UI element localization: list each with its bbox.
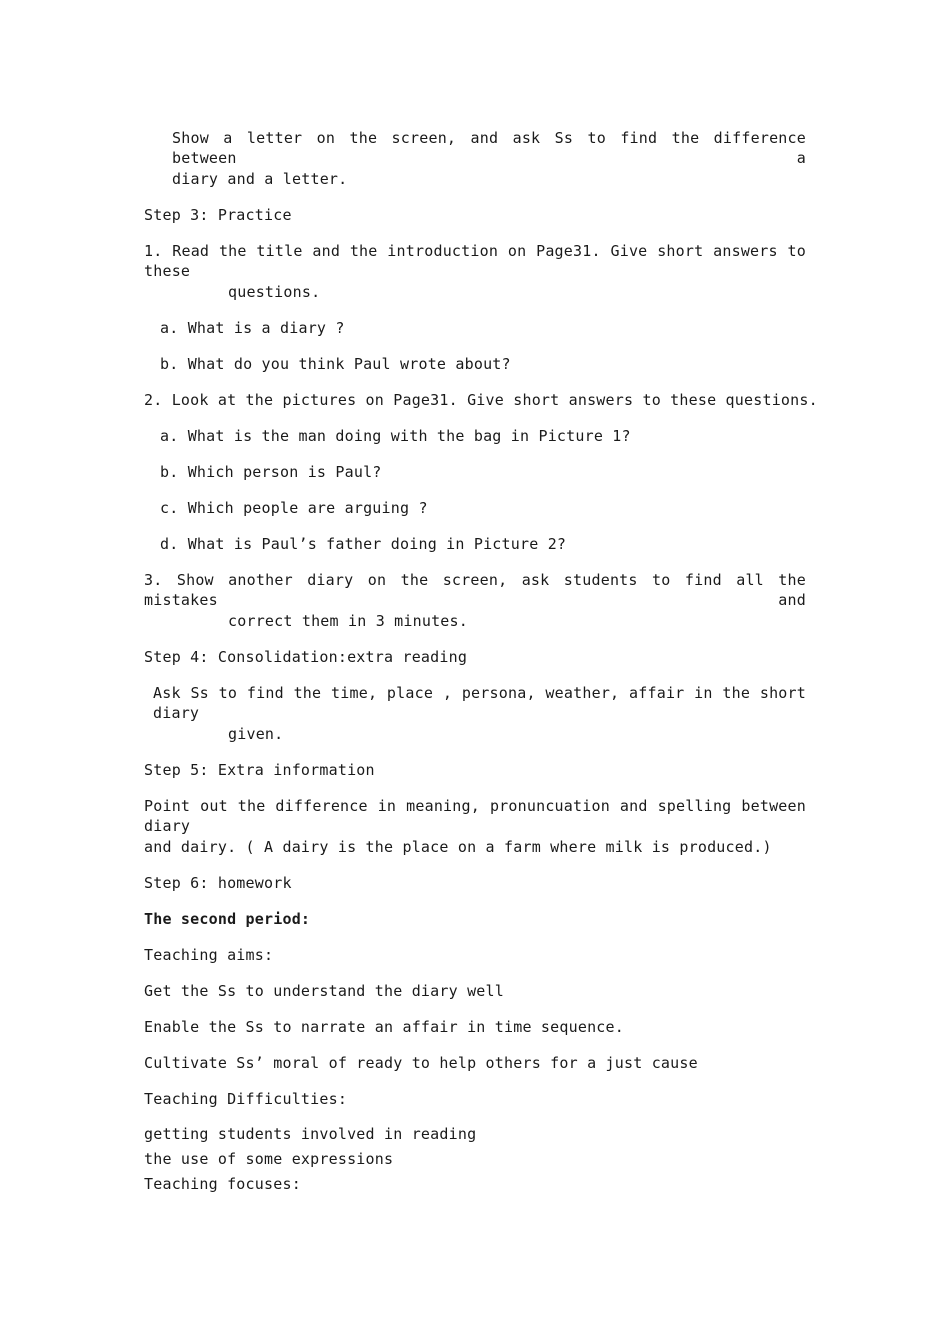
step5-heading: Step 5: Extra information xyxy=(144,761,375,779)
step4-line2: given. xyxy=(228,725,284,743)
question2-item-d: d. What is Paul’s father doing in Picture 2? xyxy=(160,535,567,553)
step2-instruction-line1: Show a letter on the screen, and ask Ss to find the difference between a xyxy=(172,129,806,167)
step6-heading: Step 6: homework xyxy=(144,874,292,892)
teaching-aims-heading: Teaching aims: xyxy=(144,946,274,964)
question1-item-b: b. What do you think Paul wrote about? xyxy=(160,355,511,373)
question1-item-a: a. What is a diary ? xyxy=(160,319,345,337)
teaching-aim-2: Enable the Ss to narrate an affair in time sequence. xyxy=(144,1018,624,1036)
teaching-difficulty-1: getting students involved in reading xyxy=(144,1125,477,1143)
teaching-difficulties-heading: Teaching Difficulties: xyxy=(144,1090,348,1108)
step3-heading: Step 3: Practice xyxy=(144,206,292,224)
question2: 2. Look at the pictures on Page31. Give short answers to these questions. xyxy=(144,391,818,409)
step5-line1: Point out the difference in meaning, pronuncuation and spelling between diary xyxy=(144,797,806,835)
question1-line2: questions. xyxy=(228,283,321,301)
question1-line1: 1. Read the title and the introduction on Page31. Give short answers to these xyxy=(144,242,806,280)
question2-item-c: c. Which people are arguing ? xyxy=(160,499,428,517)
teaching-aim-3: Cultivate Ss’ moral of ready to help others for a just cause xyxy=(144,1054,698,1072)
step2-instruction-line2: diary and a letter. xyxy=(172,170,348,188)
teaching-difficulty-2: the use of some expressions xyxy=(144,1150,394,1168)
second-period-heading: The second period: xyxy=(144,910,311,928)
teaching-focuses-heading: Teaching focuses: xyxy=(144,1175,301,1193)
question3-line1: 3. Show another diary on the screen, ask students to find all the mistakes and xyxy=(144,571,806,609)
question3-line2: correct them in 3 minutes. xyxy=(228,612,468,630)
question2-item-b: b. Which person is Paul? xyxy=(160,463,382,481)
step4-heading: Step 4: Consolidation:extra reading xyxy=(144,648,468,666)
question2-item-a: a. What is the man doing with the bag in Picture 1? xyxy=(160,427,631,445)
step5-line2: and dairy. ( A dairy is the place on a farm where milk is produced.) xyxy=(144,838,772,856)
teaching-aim-1: Get the Ss to understand the diary well xyxy=(144,982,504,1000)
step4-line1: Ask Ss to find the time, place , persona, weather, affair in the short diary xyxy=(153,684,806,722)
